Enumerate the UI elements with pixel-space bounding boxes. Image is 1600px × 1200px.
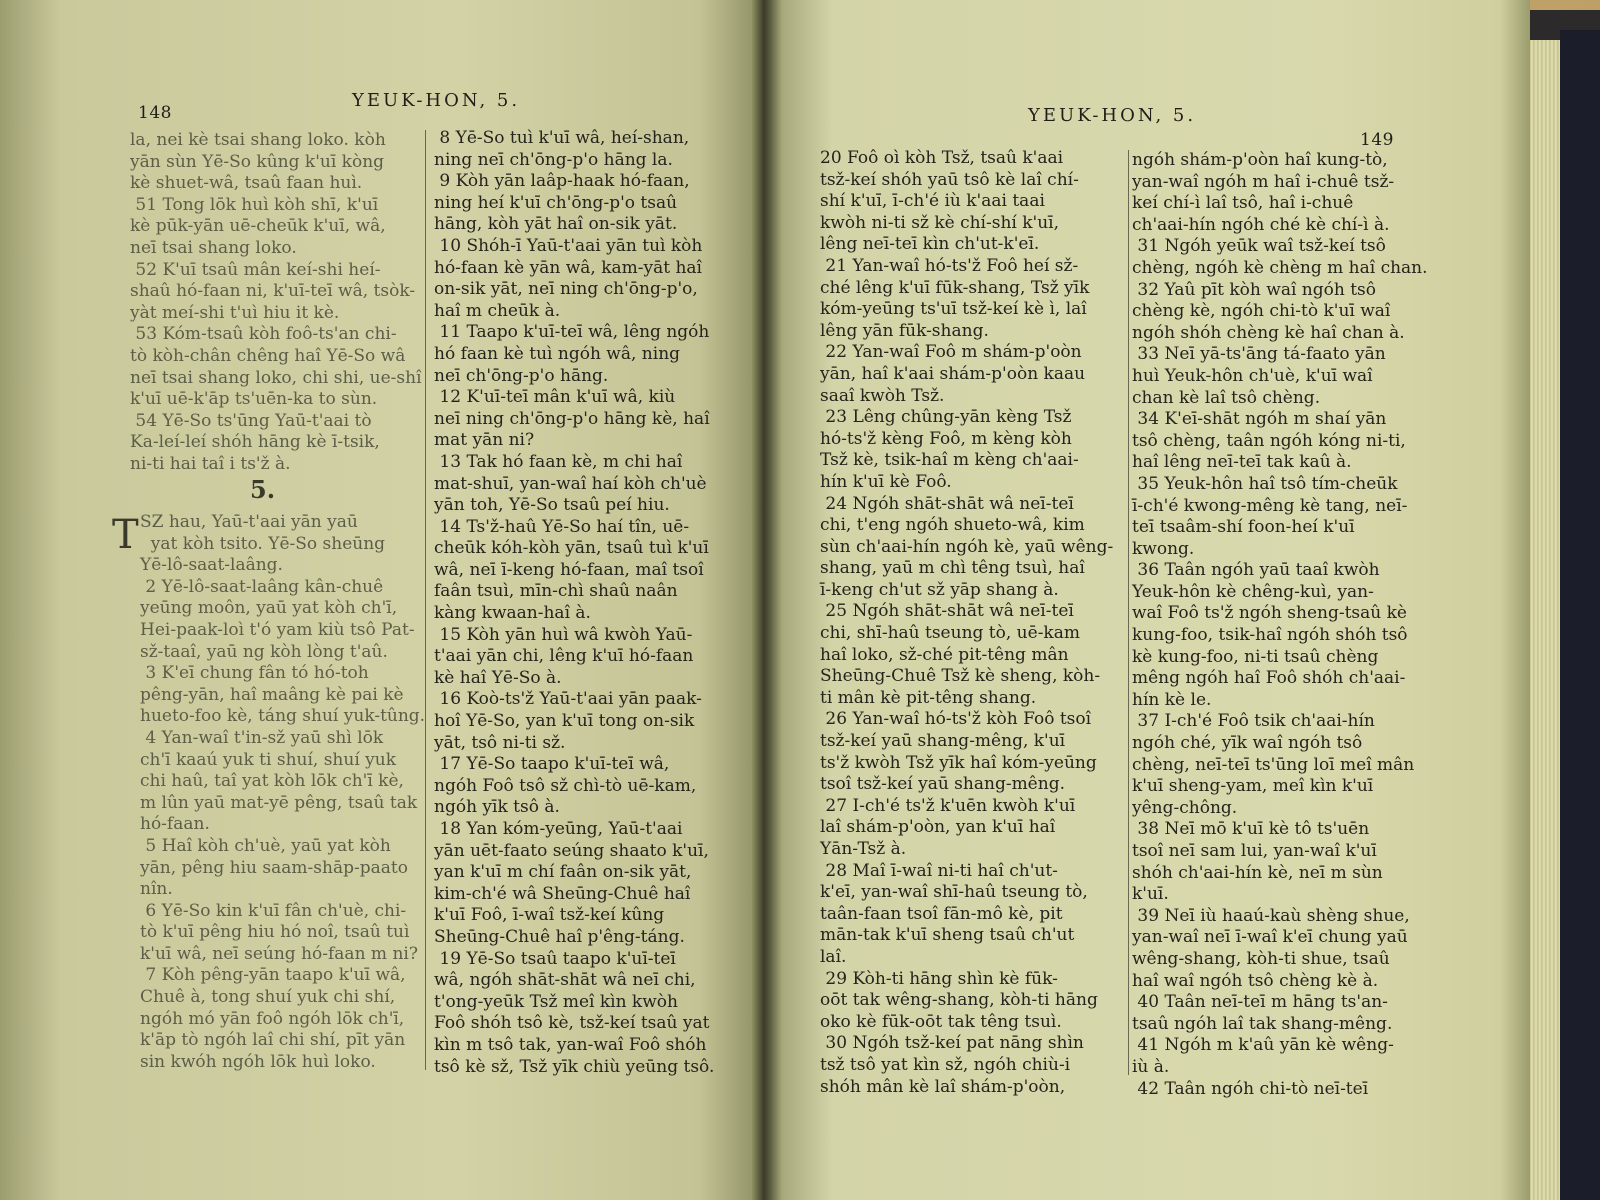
chapter-drop-cap: T (112, 512, 139, 558)
right-page (780, 0, 1530, 1200)
left-page-number: 148 (138, 103, 172, 123)
left-col1-bottom-text: SZ hau, Yaū-t'aai yān yaū yat kòh tsito. Yē-So sheūng Yē-lô-saat-laâng. 2 Yē-lô-saat-laâng kân-chuê yeūng moôn, yaū yat kòh ch'ī, Hei-paak-loì t'ó yam kiù tsô Pat- sž-taaî, yaū ng kòh lòng t'aû. 3 K'eī chung fân tó hó-toh pêng-yān, haî maâng kè pai kè hueto-foo kè, táng shuí yuk-tûng. 4 Yan-waî t'in-sž yaū shì lōk ch'ī kaaú yuk ti shuí, shuí yuk chi haû, taî yat kòh lōk ch'ī kè, m lûn yaū mat-yē pêng, tsaû tak hó-faan. 5 Haî kòh ch'uè, yaū yat kòh yān, pêng hiu saam-shāp-paato nîn. 6 Yē-So kin k'uī fân ch'uè, chi- tò k'uī pêng hiu hó noî, tsaû tuì k'uī wâ, neī seúng hó-faan m ni? 7 Kòh pêng-yān taapo k'uī wâ, Chuê à, tong shuí yuk chi shí, ngóh mó yān foô ngóh lōk ch'ī, k'āp tò ngóh laî chi shí, pīt yān sin kwóh ngóh lōk huì loko. (140, 512, 426, 1072)
column-divider (1128, 150, 1129, 1075)
right-running-head: YEUK-HON, 5. (1028, 105, 1197, 126)
column-divider (425, 130, 426, 1070)
left-page (0, 0, 760, 1200)
right-page-number: 149 (1360, 130, 1394, 150)
right-col2-text: ngóh shám-p'oòn haî kung-tò, yan-waî ngóh m haî i-chuê tsž- keí chí-ì laî tsô, haî i-chuê ch'aai-hín ngóh ché kè chí-ì à. 31 Ngóh yeūk waî tsž-keí tsô chèng, ngóh kè chèng m haî chan. 32 Yaû pīt kòh waî ngóh tsô chèng kè, ngóh chi-tò k'uī waî ngóh shóh chèng kè haî chan à. 33 Neī yā-ts'āng tá-faato yān huì Yeuk-hôn ch'uè, k'uī waî chan kè laî tsô chèng. 34 K'eī-shāt ngóh m shaí yān tsô chèng, taân ngóh kóng ni-ti, haî lêng neī-teī tak kaû à. 35 Yeuk-hôn haî tsô tím-cheūk ī-ch'é kwong-mêng kè tang, neī- teī tsaâm-shí foon-heí k'uī kwong. 36 Taân ngóh yaū taaî kwòh Yeuk-hôn kè chêng-kuì, yan- waî Foô ts'ž ngóh sheng-tsaû kè kung-foo, tsik-haî ngóh shóh tsô kè kung-foo, ni-ti tsaû chèng mêng ngóh haî Foô shóh ch'aai- hín kè le. 37 I-ch'é Foô tsik ch'aai-hín ngóh ché, yīk waî ngóh tsô chèng, neī-teī ts'ūng loī meî mân k'uī sheng-yam, meî kìn k'uī yêng-chông. 38 Neī mō k'uī kè tô ts'uēn tsoî neī sam lui, yan-waî k'uī shóh ch'aai-hín kè, neī m sùn k'uī. 39 Neī iù haaú-kaù shèng shue, yan-waî neī ī-waî k'eī chung yaū wêng-shang, kòh-ti shue, tsaû haî waî ngóh tsô chèng kè à. 40 Taân neī-teī m hāng ts'an- tsaû ngóh laî tak shang-mêng. 41 Ngóh m k'aû yān kè wêng- iù à. 42 Taân ngóh chi-tò neī-teī (1132, 150, 1428, 1099)
back-cover-edge (1560, 30, 1600, 1200)
chapter-number: 5. (250, 475, 276, 504)
left-col2-text: 8 Yē-So tuì k'uī wâ, heí-shan, ning neī ch'ōng-p'o hāng la. 9 Kòh yān laâp-haak hó-faan, ning heí k'uī ch'ōng-p'o tsaû hāng, kòh yāt haî on-sik yāt. 10 Shóh-ī Yaū-t'aai yān tuì kòh hó-faan kè yān wâ, kam-yāt haî on-sik yāt, neī ning ch'ōng-p'o, haî m cheūk à. 11 Taapo k'uī-teī wâ, lêng ngóh hó faan kè tuì ngóh wâ, ning neī ch'ōng-p'o hāng. 12 K'uī-teī mân k'uī wâ, kiù neī ning ch'ōng-p'o hāng kè, haî mat yān ni? 13 Tak hó faan kè, m chi haî mat-shuī, yan-waî haí kòh ch'uè yān toh, Yē-So tsaû peí hiu. 14 Ts'ž-haû Yē-So haí tîn, uē- cheūk kóh-kòh yān, tsaû tuì k'uī wâ, neī ī-keng hó-faan, maî tsoî faân tsuì, mīn-chì shaû naân kàng kwaan-haî à. 15 Kòh yān huì wâ kwòh Yaū- t'aai yān chi, lêng k'uī hó-faan kè haî Yē-So à. 16 Koò-ts'ž Yaū-t'aai yān paak- hoî Yē-So, yan k'uī tong on-sik yāt, tsô ni-ti sž. 17 Yē-So taapo k'uī-teī wâ, ngóh Foô tsô sž chì-tò uē-kam, ngóh yīk tsô à. 18 Yan kóm-yeūng, Yaū-t'aai yān uēt-faato seúng shaato k'uī, yan k'uī m chí faân on-sik yāt, kim-ch'é wâ Sheūng-Chuê haî k'uī Foô, ī-waî tsž-keí kûng Sheūng-Chuê haî p'êng-táng. 19 Yē-So tsaû taapo k'uī-teī wâ, ngóh shāt-shāt wâ neī chi, t'ong-yeūk Tsž meî kìn kwòh Foô shóh tsô kè, tsž-keí tsaû yat kìn m tsô tak, yan-waî Foô shóh tsô kè sž, Tsž yīk chiù yeūng tsô. (434, 128, 715, 1077)
book-spine-gutter (752, 0, 782, 1200)
left-running-head: YEUK-HON, 5. (352, 90, 521, 111)
left-col1-top-text: la, nei kè tsai shang loko. kòh yān sùn Yē-So kûng k'uī kòng kè shuet-wâ, tsaû faan huì. 51 Tong lōk huì kòh shī, k'uī kè pūk-yān uē-cheūk k'uī, wâ, neī tsai shang loko. 52 K'uī tsaû mân keí-shi heí- shaû hó-faan ni, k'uī-teī wâ, tsòk- yàt meí-shi t'uì hiu it kè. 53 Kóm-tsaû kòh foô-ts'an chi- tò kòh-chân chêng haî Yē-So wâ neī tsai shang loko, chi shi, ue-shî k'uī uē-k'āp ts'uēn-ka to sùn. 54 Yē-So ts'ūng Yaū-t'aai tò Ka-leí-leí shóh hāng kè ī-tsik, ni-ti hai taî i ts'ž à. (130, 130, 422, 474)
right-col1-text: 20 Foô oì kòh Tsž, tsaû k'aai tsž-keí shóh yaū tsô kè laî chí- shí k'uī, ī-ch'é iù k'aai taai kwòh ni-ti sž kè chí-shí k'uī, lêng neī-teī kìn ch'ut-k'eī. 21 Yan-waî hó-ts'ž Foô heí sž- ché lêng k'uī fūk-shang, Tsž yīk kóm-yeūng ts'uī tsž-keí kè ì, laî lêng yān fūk-shang. 22 Yan-waî Foô m shám-p'oòn yān, haî k'aai shám-p'oòn kaau saaî kwòh Tsž. 23 Lêng chûng-yān kèng Tsž hó-ts'ž kèng Foô, m kèng kòh Tsž kè, tsik-haî m kèng ch'aai- hín k'uī kè Foô. 24 Ngóh shāt-shāt wâ neī-teī chi, t'eng ngóh shueto-wâ, kim sùn ch'aai-hín ngóh kè, yaū wêng- shang, yaū m chì têng tsuì, haî ī-keng ch'ut sž yāp shang à. 25 Ngóh shāt-shāt wâ neī-teī chi, shī-haû tseung tò, uē-kam haî loko, sž-ché pit-têng mân Sheūng-Chuê Tsž kè sheng, kòh- ti mân kè pit-têng shang. 26 Yan-waî hó-ts'ž kòh Foô tsoî tsž-keí yaū shang-mêng, k'uī ts'ž kwòh Tsž yīk haî kóm-yeūng tsoî tsž-keí yaū shang-mêng. 27 I-ch'é ts'ž k'uēn kwòh k'uī laî shám-p'oòn, yan k'uī haî Yān-Tsž à. 28 Maî ī-waî ni-ti haî ch'ut- k'eī, yan-waî shī-haû tseung tò, taân-faan tsoî fān-mô kè, pit mān-tak k'uī sheng tsaû ch'ut laî. 29 Kòh-ti hāng shìn kè fūk- oōt tak wêng-shang, kòh-ti hāng oko kè fūk-oōt tak têng tsuì. 30 Ngóh tsž-keí pat nāng shìn tsž tsô yat kìn sž, ngóh chiù-i shóh mân kè laî shám-p'oòn, (820, 148, 1114, 1097)
